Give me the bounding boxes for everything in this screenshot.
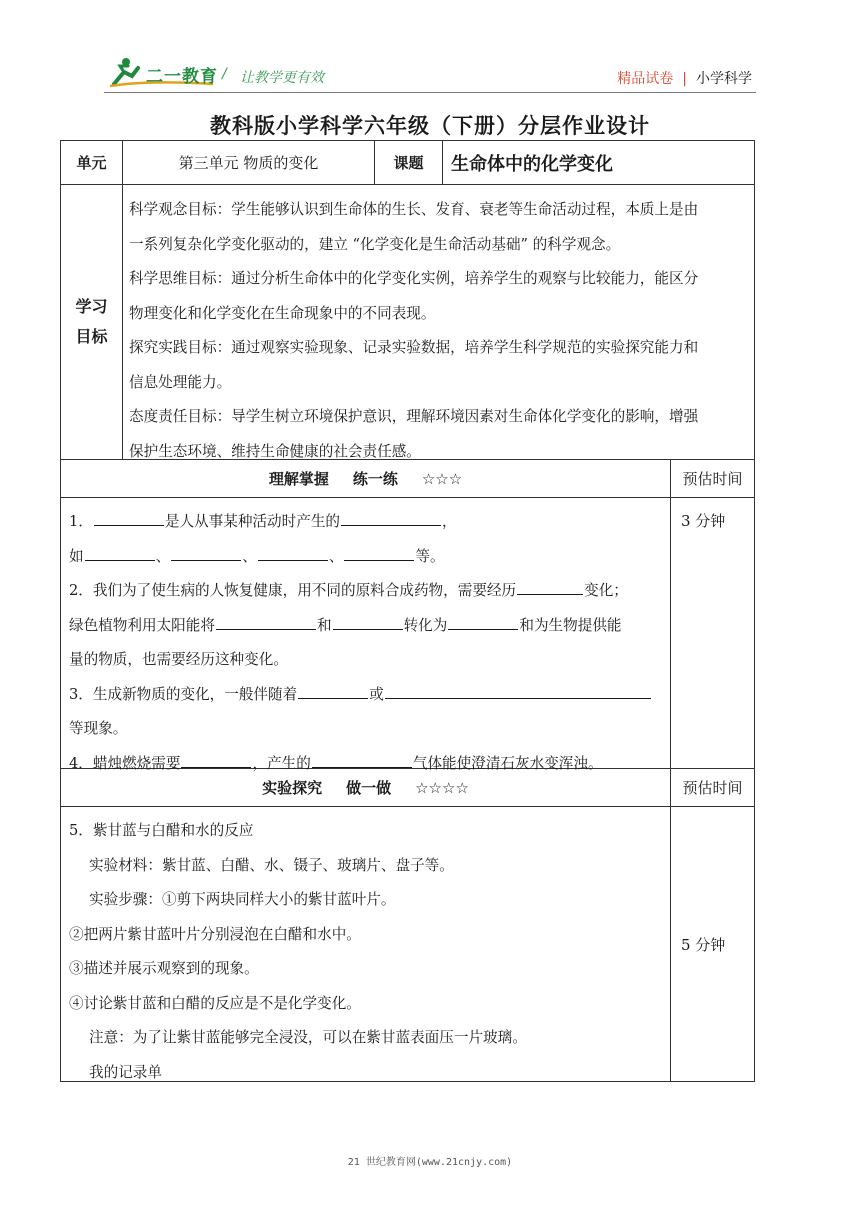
- experiment-materials: 实验材料：紫甘蓝、白醋、水、镊子、玻璃片、盘子等。: [89, 856, 454, 874]
- experiment-step-4: ④讨论紫甘蓝和白醋的反应是不是化学变化。: [69, 994, 361, 1012]
- section2-body: [61, 807, 754, 1081]
- section1-questions: [61, 498, 671, 772]
- goal-line: 态度责任目标：导学生树立环境保护意识，理解环境因素对生命体化学变化的影响，增强: [129, 408, 699, 425]
- answer-blank[interactable]: [85, 544, 155, 561]
- q2-text-f: 和为生物提供能: [519, 616, 622, 634]
- header-right: [617, 68, 752, 88]
- goal-line: 保护生态环境、维持生命健康的社会责任感。: [129, 442, 421, 460]
- q1-text: 是人从事某种活动时产生的: [164, 513, 341, 530]
- unit-row: [61, 141, 754, 185]
- q2-text: 2．我们为了使生病的人恢复健康，用不同的原料合成药物，需要经历: [69, 582, 517, 599]
- experiment-note: 注意：为了让紫甘蓝能够完全浸没，可以在紫甘蓝表面压一片玻璃。: [89, 1029, 527, 1046]
- section2-time-value: 5 分钟: [681, 935, 726, 954]
- q1-number: 1．: [69, 513, 93, 530]
- section1-title-b: 练一练: [352, 470, 398, 488]
- question-1-cont: [69, 540, 662, 575]
- question-2-end: 量的物质，也需要经历这种变化。: [69, 651, 288, 668]
- page-header: [0, 0, 860, 100]
- answer-blank[interactable]: [216, 613, 316, 630]
- q4-text-c: 气体能使澄清石灰水变浑浊。: [412, 754, 603, 772]
- section2-time-label: 预估时间: [682, 779, 743, 797]
- section1-time-label: 预估时间: [682, 470, 743, 488]
- section2-stars: ☆☆☆☆: [415, 778, 469, 797]
- logo-text: 二一教育: [146, 67, 218, 87]
- answer-blank[interactable]: [181, 751, 251, 768]
- header-tagline: 让教学更有效: [240, 70, 324, 86]
- topic-value: 生命体中的化学变化: [451, 153, 613, 175]
- q4-text-b: ，产生的: [252, 754, 311, 772]
- q3-text-b: 或: [369, 685, 384, 703]
- section2-header: [61, 769, 754, 807]
- answer-blank[interactable]: [344, 544, 414, 561]
- answer-blank[interactable]: [258, 544, 328, 561]
- goals-label-line1: 学习: [75, 297, 108, 316]
- section2-title: [61, 769, 671, 806]
- section1-title-a: 理解掌握: [268, 470, 329, 488]
- q1-prefix: 如: [69, 547, 84, 565]
- worksheet-table: [60, 140, 755, 1082]
- goal-line: 科学思维目标：通过分析生命体中的化学变化实例，培养学生的观察与比较能力，能区分: [129, 270, 699, 287]
- q2-text-e: 转化为: [403, 616, 448, 634]
- record-sheet-label: 我的记录单: [89, 1063, 162, 1081]
- q3-text: 3．生成新物质的变化，一般伴随着: [69, 685, 298, 703]
- section1-title: [61, 460, 671, 497]
- answer-blank[interactable]: [333, 613, 403, 630]
- goals-content: [123, 185, 754, 459]
- question-2-cont: [69, 609, 662, 644]
- page-footer: 21 世纪教育网(www.21cnjy.com): [347, 1157, 513, 1168]
- section1-time-value: 3 分钟: [681, 512, 726, 530]
- question-2: [69, 574, 662, 609]
- experiment-step-2: ②把两片紫甘蓝叶片分别浸泡在白醋和水中。: [69, 925, 361, 943]
- answer-blank[interactable]: [298, 682, 368, 699]
- q1-sep: 、: [328, 547, 344, 565]
- q1-comma: ，: [442, 513, 457, 530]
- goal-line: 一系列复杂化学变化驱动的，建立 “化学变化是生命活动基础” 的科学观念。: [129, 235, 621, 253]
- answer-blank[interactable]: [171, 544, 241, 561]
- document-title: 教科版小学科学六年级（下册）分层作业设计: [210, 114, 650, 138]
- answer-blank[interactable]: [341, 509, 441, 526]
- header-divider: [104, 92, 756, 93]
- answer-blank[interactable]: [94, 509, 164, 526]
- q1-sep: 、: [242, 547, 257, 565]
- header-separator: |: [682, 71, 687, 87]
- goals-row: [61, 185, 754, 460]
- section2-title-b: 做一做: [346, 779, 392, 797]
- unit-label: 单元: [61, 141, 123, 184]
- goal-line: 物理变化和化学变化在生命现象中的不同表现。: [129, 304, 436, 322]
- answer-blank[interactable]: [517, 578, 583, 595]
- header-subject: 小学科学: [696, 71, 752, 87]
- question-1: [69, 505, 662, 540]
- section1-header: [61, 460, 754, 498]
- q1-sep: 、: [155, 547, 171, 565]
- question-3-end: 等现象。: [69, 720, 128, 737]
- answer-blank[interactable]: [385, 682, 651, 699]
- experiment-step-3: ③描述并展示观察到的现象。: [69, 960, 259, 977]
- answer-blank[interactable]: [448, 613, 518, 630]
- unit-value: 第三单元 物质的变化: [123, 141, 375, 184]
- topic-label: 课题: [375, 141, 443, 184]
- q2-text-d: 和: [316, 616, 332, 634]
- goal-line: 探究实践目标：通过观察实验现象、记录实验数据，培养学生科学规范的实验探究能力和: [129, 339, 699, 356]
- goals-label: [61, 185, 123, 459]
- q1-end: 等。: [415, 547, 445, 565]
- q4-text: 4．蜡烛燃烧需要: [69, 754, 181, 772]
- answer-blank[interactable]: [312, 751, 412, 768]
- question-3: [69, 678, 662, 713]
- experiment-step-1: 实验步骤：①剪下两块同样大小的紫甘蓝叶片。: [89, 891, 396, 908]
- goal-line: 信息处理能力。: [129, 373, 232, 391]
- q2-text-c: 绿色植物利用太阳能将: [69, 616, 215, 634]
- experiment-content: [61, 807, 671, 1081]
- goal-line: 科学观念目标：学生能够认识到生命体的生长、发育、衰老等生命活动过程，本质上是由: [129, 201, 699, 218]
- section1-body: [61, 498, 754, 772]
- q2-text-b: 变化；: [584, 582, 628, 599]
- goals-label-line2: 目标: [75, 327, 108, 346]
- section1-stars: ☆☆☆: [421, 469, 463, 488]
- experiment-title: 5．紫甘蓝与白醋和水的反应: [69, 822, 254, 839]
- section2-title-a: 实验探究: [262, 779, 323, 797]
- header-slash: /: [222, 66, 227, 82]
- header-badge: 精品试卷: [617, 71, 674, 87]
